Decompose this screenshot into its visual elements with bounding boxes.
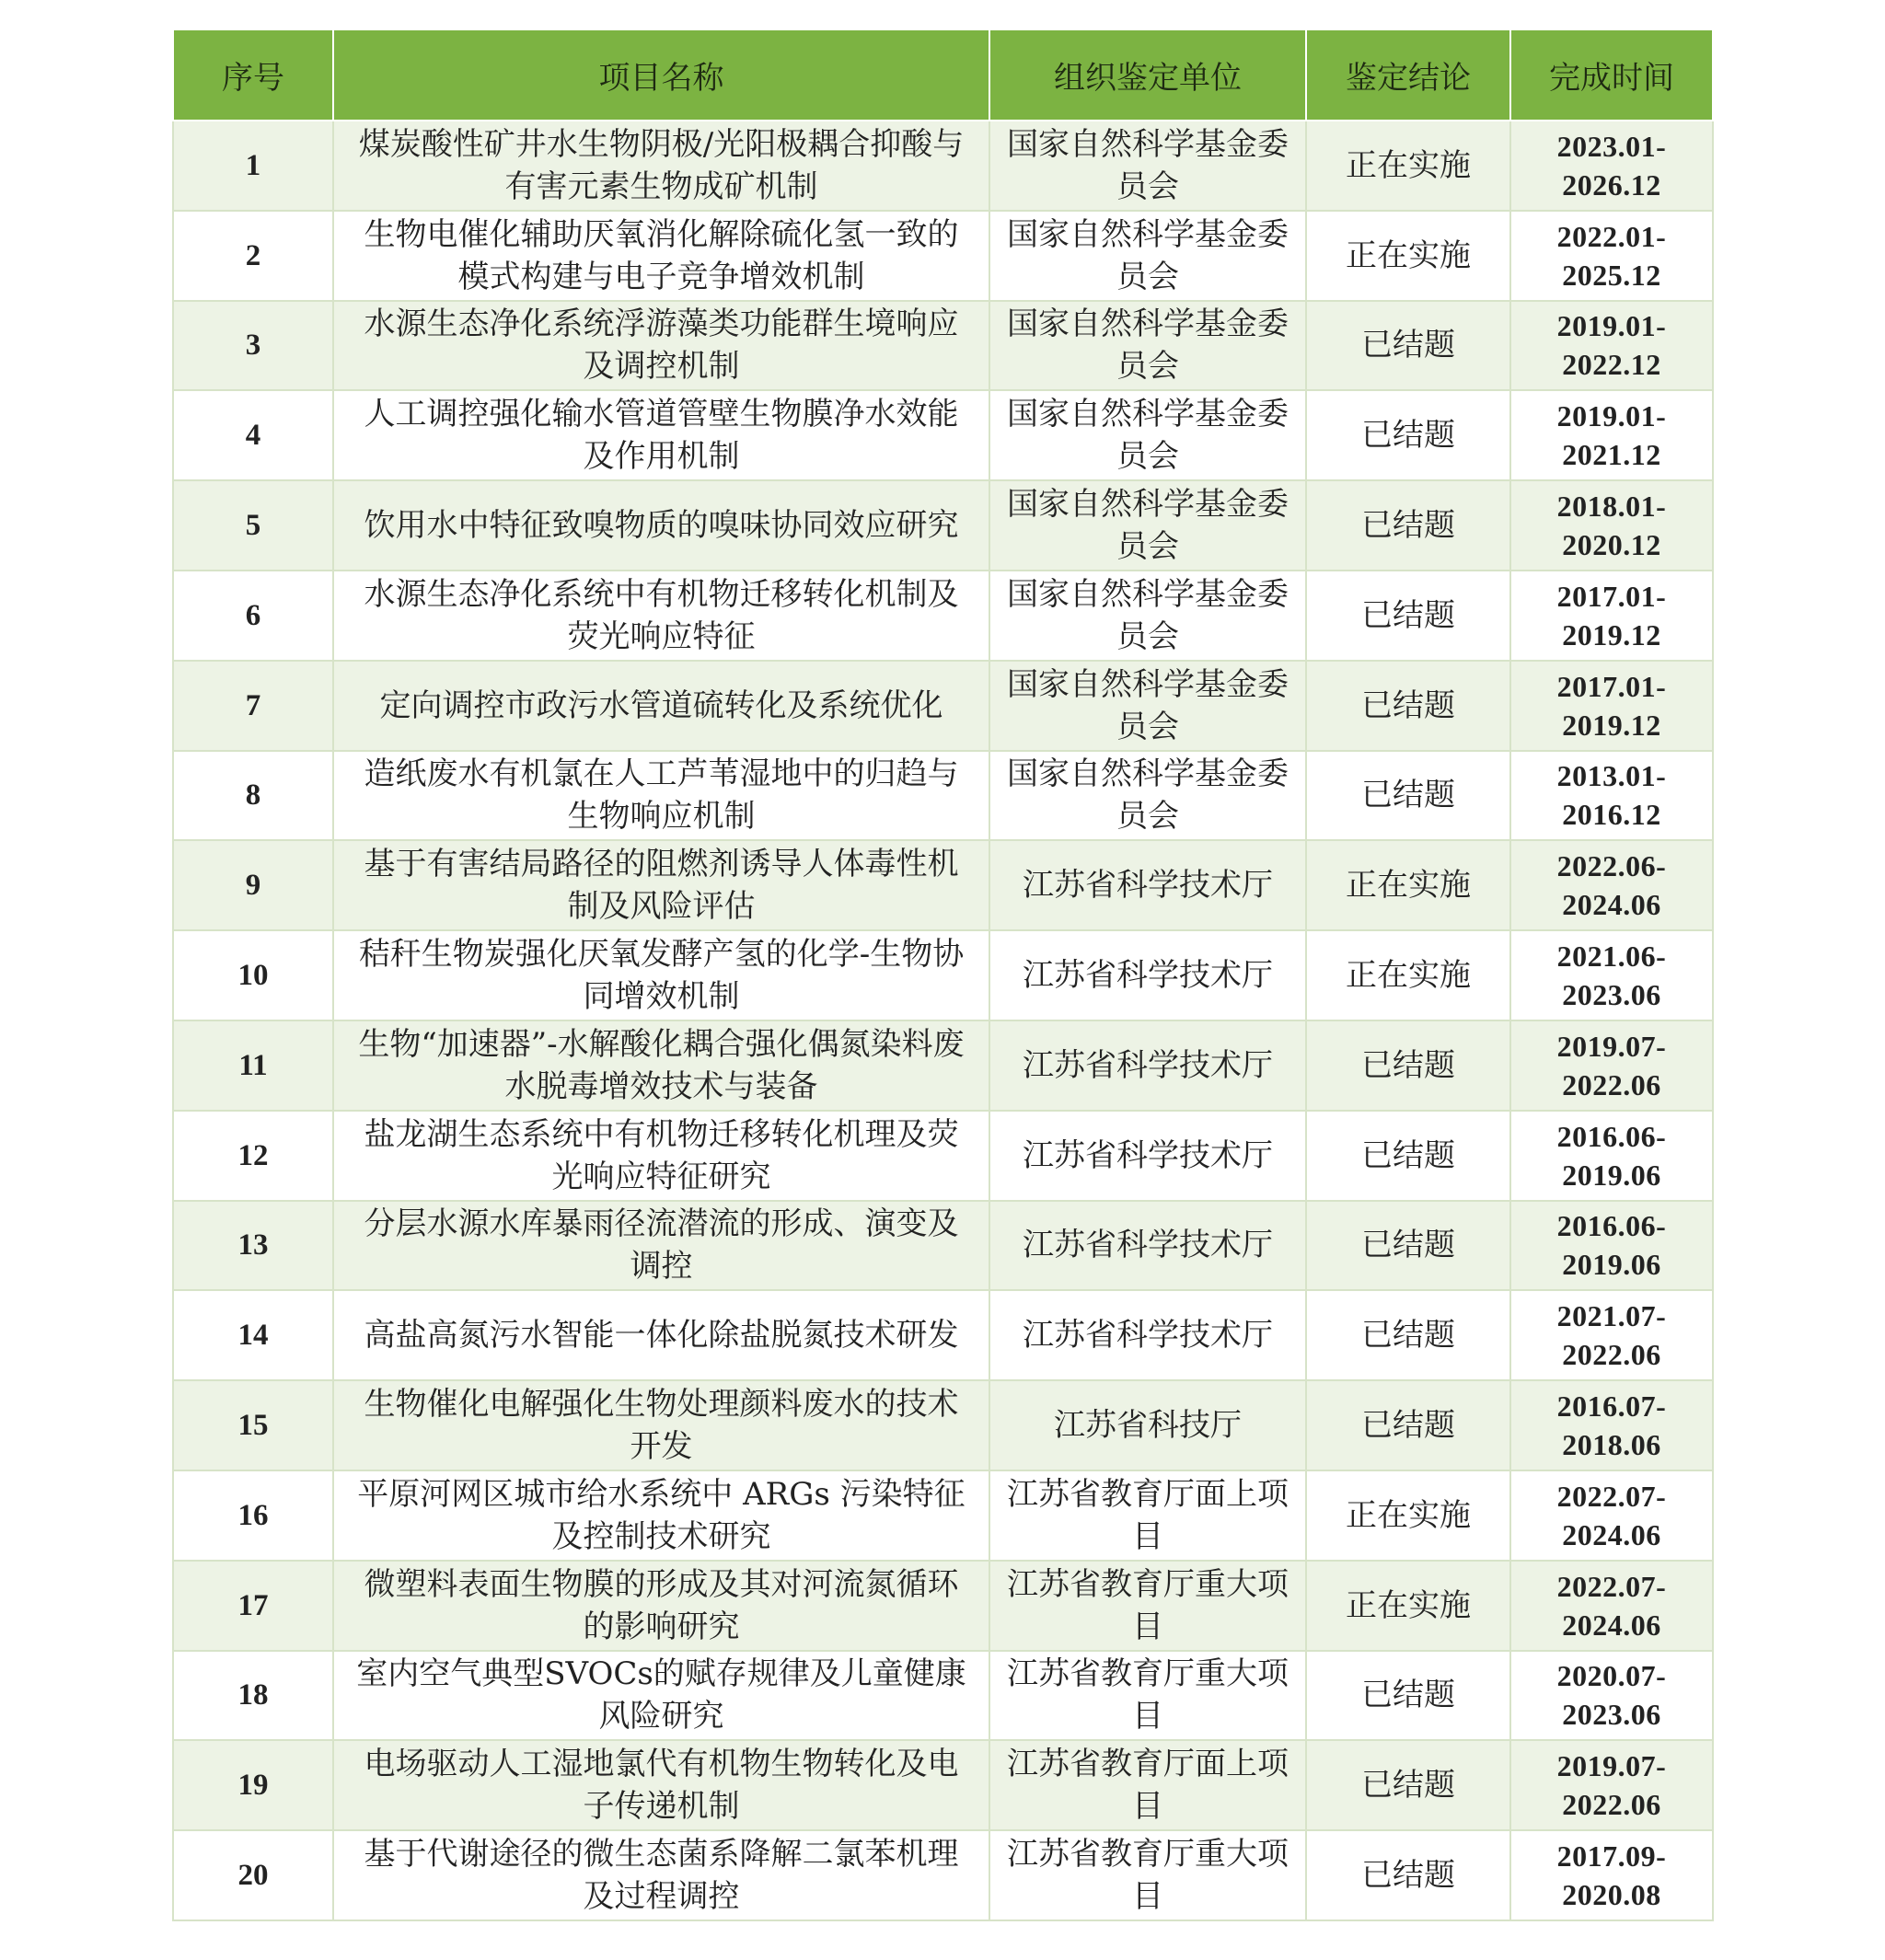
header-completion-time: 完成时间 [1510, 30, 1713, 121]
table-row [173, 1020, 1713, 1111]
organization: 江苏省科学技术厅 [989, 930, 1306, 1020]
time-end: 2022.06 [1562, 1067, 1661, 1101]
table-header-row [173, 30, 1713, 121]
completion-time [1510, 571, 1713, 661]
time-end: 2019.06 [1562, 1248, 1661, 1282]
row-index: 11 [173, 1020, 333, 1111]
time-end: 2022.06 [1562, 1338, 1661, 1372]
header-index: 序号 [173, 30, 333, 121]
completion-time [1510, 1830, 1713, 1920]
organization: 国家自然科学基金委员会 [989, 390, 1306, 480]
conclusion: 已结题 [1306, 480, 1510, 571]
time-start: 2016.07- [1556, 1389, 1667, 1424]
table-row [173, 1740, 1713, 1830]
time-end: 2022.12 [1562, 348, 1661, 382]
table-row [173, 1651, 1713, 1741]
table-row [173, 1201, 1713, 1291]
table-row [173, 1561, 1713, 1651]
time-end: 2022.06 [1562, 1788, 1661, 1822]
project-name: 煤炭酸性矿井水生物阴极/光阳极耦合抑酸与有害元素生物成矿机制 [333, 121, 989, 211]
project-table [172, 30, 1714, 1921]
project-name: 秸秆生物炭强化厌氧发酵产氢的化学-生物协同增效机制 [333, 930, 989, 1020]
conclusion: 已结题 [1306, 751, 1510, 841]
table-row [173, 301, 1713, 391]
conclusion: 已结题 [1306, 571, 1510, 661]
time-end: 2019.06 [1562, 1158, 1661, 1192]
project-name: 基于代谢途径的微生态菌系降解二氯苯机理及过程调控 [333, 1830, 989, 1920]
completion-time [1510, 480, 1713, 571]
project-name: 高盐高氮污水智能一体化除盐脱氮技术研发 [333, 1290, 989, 1380]
table-row [173, 930, 1713, 1020]
conclusion: 已结题 [1306, 1020, 1510, 1111]
organization: 国家自然科学基金委员会 [989, 480, 1306, 571]
conclusion: 已结题 [1306, 1740, 1510, 1830]
row-index: 6 [173, 571, 333, 661]
time-start: 2017.01- [1556, 579, 1667, 613]
table-row [173, 661, 1713, 751]
time-end: 2025.12 [1562, 258, 1661, 292]
project-name: 生物“加速器”-水解酸化耦合强化偶氮染料废水脱毒增效技术与装备 [333, 1020, 989, 1111]
conclusion: 正在实施 [1306, 840, 1510, 930]
organization: 江苏省科学技术厅 [989, 1111, 1306, 1201]
conclusion: 已结题 [1306, 1651, 1510, 1741]
time-start: 2022.07- [1556, 1479, 1667, 1513]
organization: 江苏省教育厅重大项目 [989, 1651, 1306, 1741]
conclusion: 正在实施 [1306, 1470, 1510, 1561]
time-start: 2013.01- [1556, 759, 1667, 793]
organization: 江苏省科技厅 [989, 1380, 1306, 1470]
project-name: 人工调控强化输水管道管壁生物膜净水效能及作用机制 [333, 390, 989, 480]
time-end: 2026.12 [1562, 167, 1661, 202]
organization: 国家自然科学基金委员会 [989, 121, 1306, 211]
completion-time [1510, 390, 1713, 480]
row-index: 18 [173, 1651, 333, 1741]
row-index: 4 [173, 390, 333, 480]
conclusion: 已结题 [1306, 1111, 1510, 1201]
conclusion: 已结题 [1306, 1380, 1510, 1470]
row-index: 13 [173, 1201, 333, 1291]
organization: 国家自然科学基金委员会 [989, 661, 1306, 751]
organization: 江苏省教育厅重大项目 [989, 1830, 1306, 1920]
organization: 江苏省科学技术厅 [989, 1290, 1306, 1380]
conclusion: 已结题 [1306, 1830, 1510, 1920]
time-start: 2019.07- [1556, 1749, 1667, 1783]
table-row [173, 1380, 1713, 1470]
time-start: 2021.07- [1556, 1299, 1667, 1333]
organization: 江苏省科学技术厅 [989, 1201, 1306, 1291]
organization: 国家自然科学基金委员会 [989, 751, 1306, 841]
row-index: 9 [173, 840, 333, 930]
organization: 国家自然科学基金委员会 [989, 211, 1306, 301]
project-name: 微塑料表面生物膜的形成及其对河流氮循环的影响研究 [333, 1561, 989, 1651]
table-row [173, 840, 1713, 930]
row-index: 17 [173, 1561, 333, 1651]
time-end: 2016.12 [1562, 798, 1661, 832]
time-start: 2017.01- [1556, 669, 1667, 703]
row-index: 1 [173, 121, 333, 211]
completion-time [1510, 661, 1713, 751]
time-end: 2018.06 [1562, 1428, 1661, 1462]
row-index: 19 [173, 1740, 333, 1830]
completion-time [1510, 1201, 1713, 1291]
project-name: 造纸废水有机氯在人工芦苇湿地中的归趋与生物响应机制 [333, 751, 989, 841]
organization: 江苏省教育厅重大项目 [989, 1561, 1306, 1651]
conclusion: 已结题 [1306, 1290, 1510, 1380]
conclusion: 已结题 [1306, 1201, 1510, 1291]
time-end: 2024.06 [1562, 888, 1661, 922]
time-start: 2016.06- [1556, 1209, 1667, 1243]
project-name: 室内空气典型SVOCs的赋存规律及儿童健康风险研究 [333, 1651, 989, 1741]
project-name: 生物催化电解强化生物处理颜料废水的技术开发 [333, 1380, 989, 1470]
table-row [173, 571, 1713, 661]
completion-time [1510, 1020, 1713, 1111]
completion-time [1510, 1651, 1713, 1741]
time-start: 2022.07- [1556, 1569, 1667, 1603]
time-end: 2019.12 [1562, 617, 1661, 651]
conclusion: 已结题 [1306, 661, 1510, 751]
header-project-name: 项目名称 [333, 30, 989, 121]
time-start: 2022.01- [1556, 219, 1667, 253]
time-start: 2019.01- [1556, 399, 1667, 433]
project-name: 饮用水中特征致嗅物质的嗅味协同效应研究 [333, 480, 989, 571]
row-index: 20 [173, 1830, 333, 1920]
completion-time [1510, 1470, 1713, 1561]
completion-time [1510, 751, 1713, 841]
organization: 江苏省教育厅面上项目 [989, 1470, 1306, 1561]
completion-time [1510, 1740, 1713, 1830]
table-row [173, 480, 1713, 571]
table-row [173, 121, 1713, 211]
completion-time [1510, 121, 1713, 211]
organization: 国家自然科学基金委员会 [989, 571, 1306, 661]
time-start: 2017.09- [1556, 1839, 1667, 1874]
time-end: 2024.06 [1562, 1608, 1661, 1642]
time-start: 2019.07- [1556, 1029, 1667, 1063]
row-index: 3 [173, 301, 333, 391]
time-start: 2016.06- [1556, 1119, 1667, 1153]
time-end: 2023.06 [1562, 978, 1661, 1012]
table-row [173, 390, 1713, 480]
completion-time [1510, 1561, 1713, 1651]
row-index: 12 [173, 1111, 333, 1201]
project-name: 基于有害结局路径的阻燃剂诱导人体毒性机制及风险评估 [333, 840, 989, 930]
row-index: 8 [173, 751, 333, 841]
table-row [173, 751, 1713, 841]
conclusion: 正在实施 [1306, 121, 1510, 211]
time-end: 2019.12 [1562, 708, 1661, 742]
time-end: 2020.08 [1562, 1878, 1661, 1912]
project-name: 定向调控市政污水管道硫转化及系统优化 [333, 661, 989, 751]
time-start: 2022.06- [1556, 849, 1667, 883]
completion-time [1510, 1380, 1713, 1470]
completion-time [1510, 1290, 1713, 1380]
project-table-container [172, 30, 1712, 1921]
project-name: 电场驱动人工湿地氯代有机物生物转化及电子传递机制 [333, 1740, 989, 1830]
conclusion: 正在实施 [1306, 211, 1510, 301]
organization: 江苏省教育厅面上项目 [989, 1740, 1306, 1830]
row-index: 5 [173, 480, 333, 571]
time-end: 2023.06 [1562, 1698, 1661, 1732]
time-start: 2019.01- [1556, 309, 1667, 343]
organization: 国家自然科学基金委员会 [989, 301, 1306, 391]
table-row [173, 1290, 1713, 1380]
table-row [173, 211, 1713, 301]
organization: 江苏省科学技术厅 [989, 1020, 1306, 1111]
row-index: 15 [173, 1380, 333, 1470]
time-end: 2021.12 [1562, 438, 1661, 472]
completion-time [1510, 211, 1713, 301]
table-row [173, 1111, 1713, 1201]
project-name: 分层水源水库暴雨径流潜流的形成、演变及调控 [333, 1201, 989, 1291]
row-index: 16 [173, 1470, 333, 1561]
time-start: 2018.01- [1556, 490, 1667, 524]
row-index: 2 [173, 211, 333, 301]
time-start: 2020.07- [1556, 1659, 1667, 1693]
time-start: 2023.01- [1556, 129, 1667, 163]
header-organization: 组织鉴定单位 [989, 30, 1306, 121]
completion-time [1510, 301, 1713, 391]
time-start: 2021.06- [1556, 940, 1667, 974]
project-name: 水源生态净化系统中有机物迁移转化机制及荧光响应特征 [333, 571, 989, 661]
project-name: 平原河网区城市给水系统中 ARGs 污染特征及控制技术研究 [333, 1470, 989, 1561]
project-name: 盐龙湖生态系统中有机物迁移转化机理及荧光响应特征研究 [333, 1111, 989, 1201]
completion-time [1510, 840, 1713, 930]
time-end: 2024.06 [1562, 1517, 1661, 1551]
time-end: 2020.12 [1562, 528, 1661, 562]
row-index: 7 [173, 661, 333, 751]
table-row [173, 1830, 1713, 1920]
completion-time [1510, 930, 1713, 1020]
organization: 江苏省科学技术厅 [989, 840, 1306, 930]
row-index: 10 [173, 930, 333, 1020]
completion-time [1510, 1111, 1713, 1201]
row-index: 14 [173, 1290, 333, 1380]
conclusion: 正在实施 [1306, 1561, 1510, 1651]
header-conclusion: 鉴定结论 [1306, 30, 1510, 121]
conclusion: 正在实施 [1306, 930, 1510, 1020]
table-row [173, 1470, 1713, 1561]
project-name: 水源生态净化系统浮游藻类功能群生境响应及调控机制 [333, 301, 989, 391]
project-name: 生物电催化辅助厌氧消化解除硫化氢一致的模式构建与电子竞争增效机制 [333, 211, 989, 301]
conclusion: 已结题 [1306, 301, 1510, 391]
table-body [173, 121, 1713, 1920]
conclusion: 已结题 [1306, 390, 1510, 480]
